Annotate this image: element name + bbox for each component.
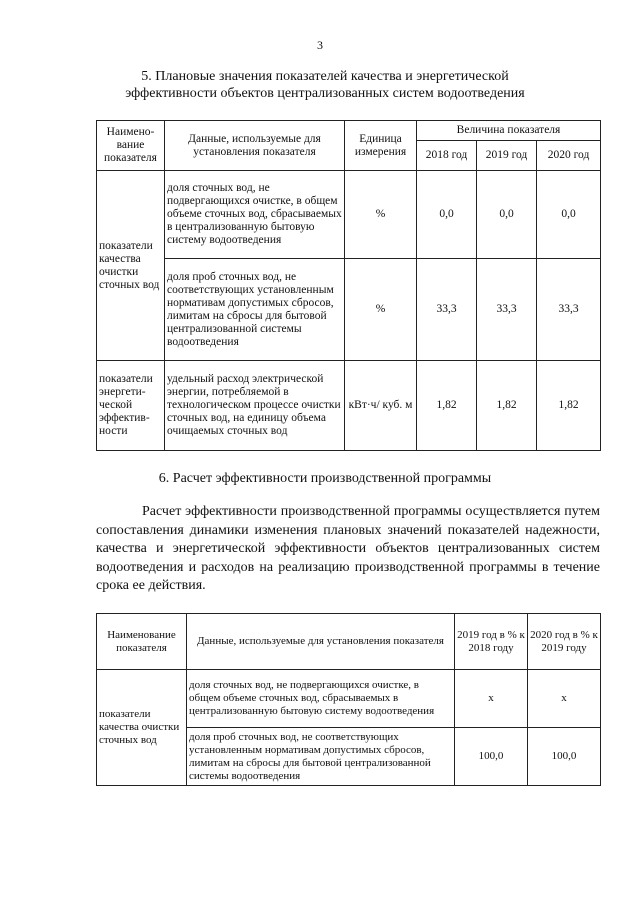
table-row [97,171,601,259]
row-value-2019: 33,3 [477,259,537,361]
page-number: 3 [317,38,323,52]
row-value-2019: 1,82 [477,361,537,451]
header-data: Данные, используемые для установления показателя [187,614,455,670]
table-row [97,259,601,361]
row-unit: кВт·ч/ куб. м [345,361,417,451]
header-value-group: Величина показателя [417,121,601,141]
group-quality-name: показатели качества очистки сточных вод [97,670,187,786]
row-unit: % [345,171,417,259]
row-value-2020: 1,82 [537,361,601,451]
section-5-title: 5. Плановые значения показателей качества и энергетической эффективности объектов централизованных систем водоотведения [125,69,525,101]
row-data: доля проб сточных вод, не соответствующих установленным нормативам допустимых сбросов, лимитам на сбросы для бытовой централизованной системы водоотведения [165,259,345,361]
section-6-paragraph: Расчет эффективности производственной программы осуществляется путем сопоставления динамики изменения плановых значений показателей надежности, качества и энергетической эффективности объектов централизованных систем водоотведения и расходов на реализацию производственной программы в течение срока ее действия. [96,504,600,593]
row-value-2018: 33,3 [417,259,477,361]
efficiency-table [96,613,601,786]
row-data: доля сточных вод, не подвергающихся очистке, в общем объеме сточных вод, сбрасываемых в централизованную бытовую систему водоотведения [165,171,345,259]
row-data: удельный расход электрической энергии, потребляемой в технологическом процессе очистки сточных вод, на единицу объема очищаемых сточных вод [165,361,345,451]
header-year-2019: 2019 год [477,141,537,171]
header-data: Данные, используемые для установления показателя [165,121,345,171]
table-row [97,670,601,728]
header-2020-vs-2019: 2020 год в % к 2019 году [528,614,601,670]
row-value-2020: 0,0 [537,171,601,259]
table-row [97,361,601,451]
header-name: Наименование показателя [97,614,187,670]
row-value-2020: х [528,670,601,728]
header-unit: Единица измерения [345,121,417,171]
row-value-2018: 1,82 [417,361,477,451]
header-year-2018: 2018 год [417,141,477,171]
header-year-2020: 2020 год [537,141,601,171]
row-value-2019: 0,0 [477,171,537,259]
header-name: Наимено-вание показателя [97,121,165,171]
row-value-2018: 0,0 [417,171,477,259]
row-data: доля сточных вод, не подвергающихся очистке, в общем объеме сточных вод, сбрасываемых в централизованную бытовую систему водоотведения [187,670,455,728]
quality-indicators-table [96,120,601,451]
row-value-2020: 100,0 [528,728,601,786]
row-value-2019: 100,0 [455,728,528,786]
group-quality-name: показатели качества очистки сточных вод [97,171,165,361]
row-unit: % [345,259,417,361]
row-value-2020: 33,3 [537,259,601,361]
section-6-title: 6. Расчет эффективности производственной программы [158,471,492,486]
row-data: доля проб сточных вод, не соответствующих установленным нормативам допустимых сбросов, лимитам на сбросы для бытовой централизованной системы водоотведения [187,728,455,786]
row-value-2019: х [455,670,528,728]
group-energy-name: показатели энергети-ческой эффектив-ности [97,361,165,451]
header-2019-vs-2018: 2019 год в % к 2018 году [455,614,528,670]
